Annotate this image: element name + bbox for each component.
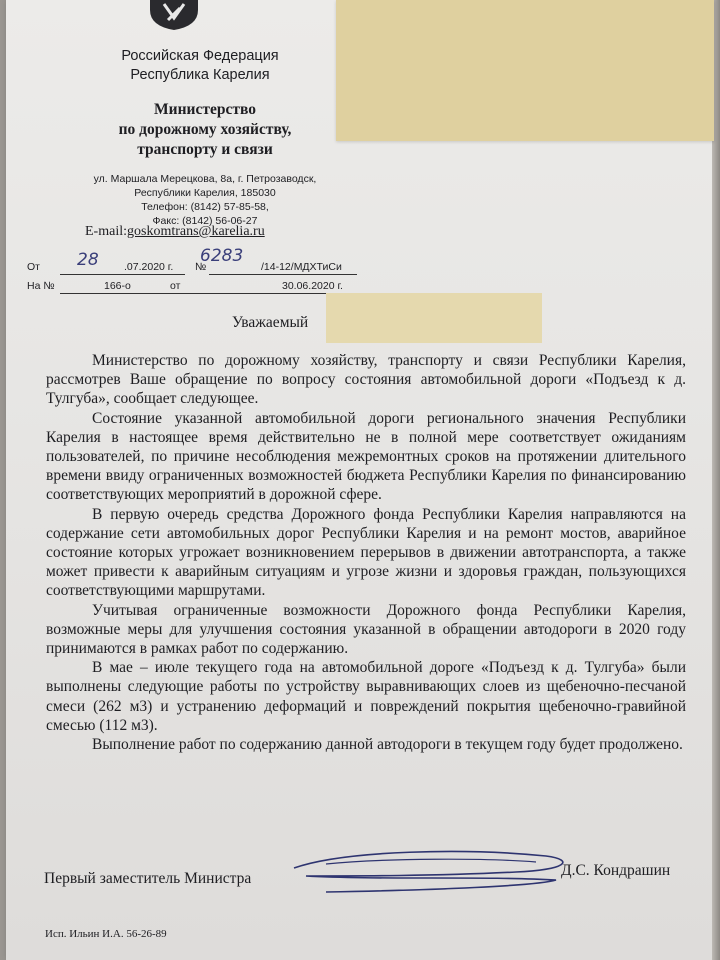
ref-label: На № (27, 280, 55, 292)
paragraph-4: Учитывая ограниченные возможности Дорожного фонда Республики Карелия, возможные меры для улучшения состояния указанной в обращении автодороги в 2020 году принимаются в рамках работ по содержанию. (46, 601, 686, 658)
number-suffix: /14-12/МДХТиСи (261, 261, 342, 273)
greeting: Уважаемый (232, 314, 309, 331)
number-handwritten: 6283 (200, 246, 244, 266)
paragraph-5: В мае – июле текущего года на автомобильной дороге «Подъезд к д. Тулгуба» были выполнены следующие работы по устройству выравнивающих слоев из щебеночно-песчаной смеси (262 м3) и устранению деформаций и повреждений покрытия щебеночно-гравийной смесью (112 м3). (46, 659, 686, 734)
email-label: E-mail: (85, 224, 127, 239)
paragraph-3: В первую очередь средства Дорожного фонда Республики Карелия направляются на содержание сети автомобильных дорог Республики Карелия и на ремонт мостов, аварийное состояние которых угрожает возникновением перерывов в движении автотранспорта, а также может привести к аварийным ситуациям и угрозе жизни и здоровья граждан, пользующихся соответствующими маршрутами. (46, 505, 686, 600)
address-line-1: ул. Маршала Мерецкова, 8а, г. Петрозаводск, (93, 173, 317, 185)
country-name: Российская Федерация (121, 48, 279, 64)
registration-block (27, 246, 357, 298)
header-ministry (60, 100, 350, 160)
header-email (85, 224, 265, 240)
signatory-name: Д.С. Кондрашин (561, 862, 671, 879)
from-date-rest: .07.2020 г. (124, 261, 174, 273)
republic-name: Республика Карелия (130, 67, 270, 83)
letter-body (46, 351, 686, 754)
ministry-line-3: транспорту и связи (137, 141, 273, 158)
header-address (60, 172, 350, 200)
number-label: № (195, 261, 207, 273)
ref-from-label: от (170, 280, 181, 292)
email-link[interactable]: goskomtrans@karelia.ru (127, 224, 265, 239)
handwritten-signature-icon (286, 846, 576, 896)
paragraph-1: Министерство по дорожному хозяйству, транспорту и связи Республики Карелия, рассмотрев Ваше обращение по вопросу состояния автомобильной дороги «Подъезд к д. Тулгуба», сообщает следующее. (46, 352, 686, 408)
sticky-note-name-redaction (326, 293, 542, 343)
background-edge (712, 0, 720, 960)
signature-title: Первый заместитель Министра (44, 870, 252, 887)
phone-line: Телефон: (8142) 57-85-58, (141, 201, 269, 213)
paragraph-6: Выполнение работ по содержанию данной автодороги в текущем году будет продолжено. (92, 736, 683, 754)
address-line-2: Республики Карелия, 185030 (134, 187, 276, 199)
coat-of-arms-icon (146, 0, 202, 30)
fax-line: Факс: (8142) 56-06-27 (152, 215, 258, 227)
sticky-note-redaction (336, 0, 714, 141)
header-country (80, 47, 320, 85)
ref-date: 30.06.2020 г. (282, 280, 343, 292)
from-day-handwritten: 28 (77, 250, 99, 270)
ministry-line-1: Министерство (154, 101, 256, 118)
ministry-line-2: по дорожному хозяйству, (118, 121, 292, 138)
paragraph-2: Состояние указанной автомобильной дороги регионального значения Республики Карелия в настоящее время действительно не в полной мере соответствует ожиданиям пользователей, по причине несоблюдения межремонтных сроков на протяжении длительного времени ввиду ограниченных возможностей бюджета Республики Карелия по финансированию соответствующих мероприятий в дорожной сфере. (46, 409, 686, 504)
executor-line: Исп. Ильин И.А. 56-26-89 (45, 928, 167, 940)
ref-number: 166-о (104, 280, 131, 292)
from-label: От (27, 261, 40, 273)
